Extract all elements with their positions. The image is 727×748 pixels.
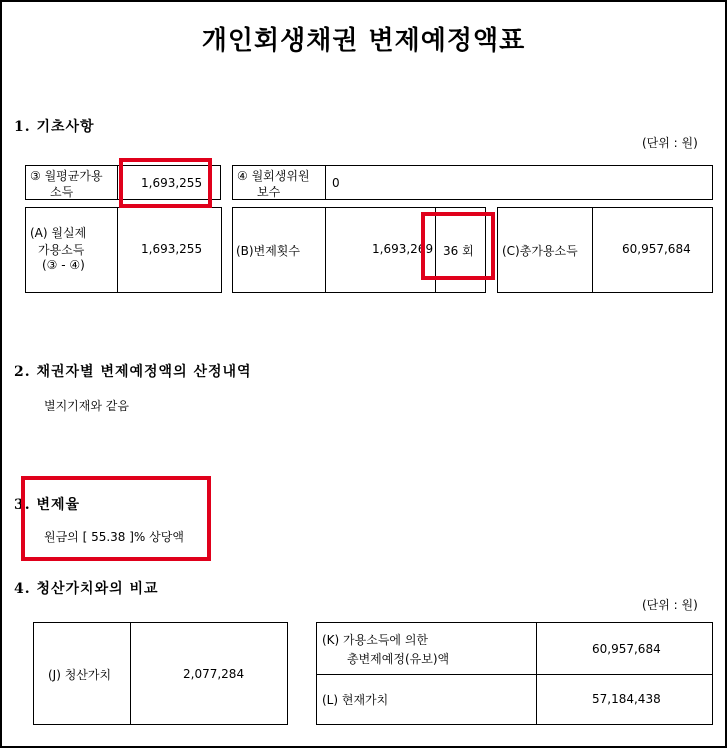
section-1-unit: (단위 : 원) — [642, 136, 698, 150]
monthly-income-value: 1,693,255 — [141, 176, 203, 190]
comparison-box — [316, 622, 713, 725]
actual-income-label-3: (③ - ④) — [42, 258, 85, 272]
actual-income-label-1: (A) 월실제 — [30, 226, 87, 240]
total-income-label: (C)총가용소득 — [502, 244, 578, 258]
trustee-fee-box — [232, 165, 713, 200]
total-income-value: 60,957,684 — [622, 242, 691, 256]
actual-income-box — [25, 207, 222, 293]
liquidation-label: (J) 청산가치 — [48, 668, 112, 682]
section-1-heading: 1. 기초사항 — [14, 119, 95, 135]
repay-count-label: (B)변제횟수 — [236, 244, 300, 258]
total-income-box — [497, 207, 713, 293]
section-4-heading: 4. 청산가치와의 비교 — [14, 581, 159, 597]
section-3-body: 원금의 [ 55.38 ]% 상당액 — [44, 530, 184, 544]
trustee-fee-label-1: ④ 월회생위원 — [237, 169, 310, 183]
present-value-value: 57,184,438 — [592, 692, 661, 706]
trustee-fee-value: 0 — [332, 176, 340, 190]
highlight-repay-count — [421, 212, 495, 280]
actual-income-label-2: 가용소득 — [38, 243, 85, 257]
total-repay-value: 60,957,684 — [592, 642, 661, 656]
highlight-monthly-income — [119, 158, 212, 208]
actual-income-value: 1,693,255 — [141, 242, 203, 256]
total-repay-label-1: (K) 가용소득에 의한 — [322, 633, 429, 647]
repay-count-value: 36 회 — [443, 244, 474, 258]
section-4-unit: (단위 : 원) — [642, 598, 698, 612]
section-3-heading: 3. 변제율 — [14, 497, 81, 513]
total-repay-label-2: 총변제예정(유보)액 — [347, 652, 450, 666]
monthly-income-label-1: ③ 월평균가용 — [30, 169, 103, 183]
present-value-label: (L) 현재가치 — [322, 693, 389, 707]
page-title: 개인회생채권 변제예정액표 — [201, 26, 526, 56]
liquidation-value: 2,077,284 — [183, 667, 245, 681]
monthly-income-label-2: 소득 — [50, 185, 74, 199]
highlight-repayment-rate — [21, 476, 211, 561]
section-2-body: 별지기재와 같음 — [44, 399, 129, 413]
section-2-heading: 2. 채권자별 변제예정액의 산정내역 — [14, 364, 252, 380]
liquidation-box — [33, 622, 288, 725]
trustee-fee-label-2: 보수 — [257, 185, 281, 199]
repay-amount-value: 1,693,269 — [372, 242, 434, 256]
